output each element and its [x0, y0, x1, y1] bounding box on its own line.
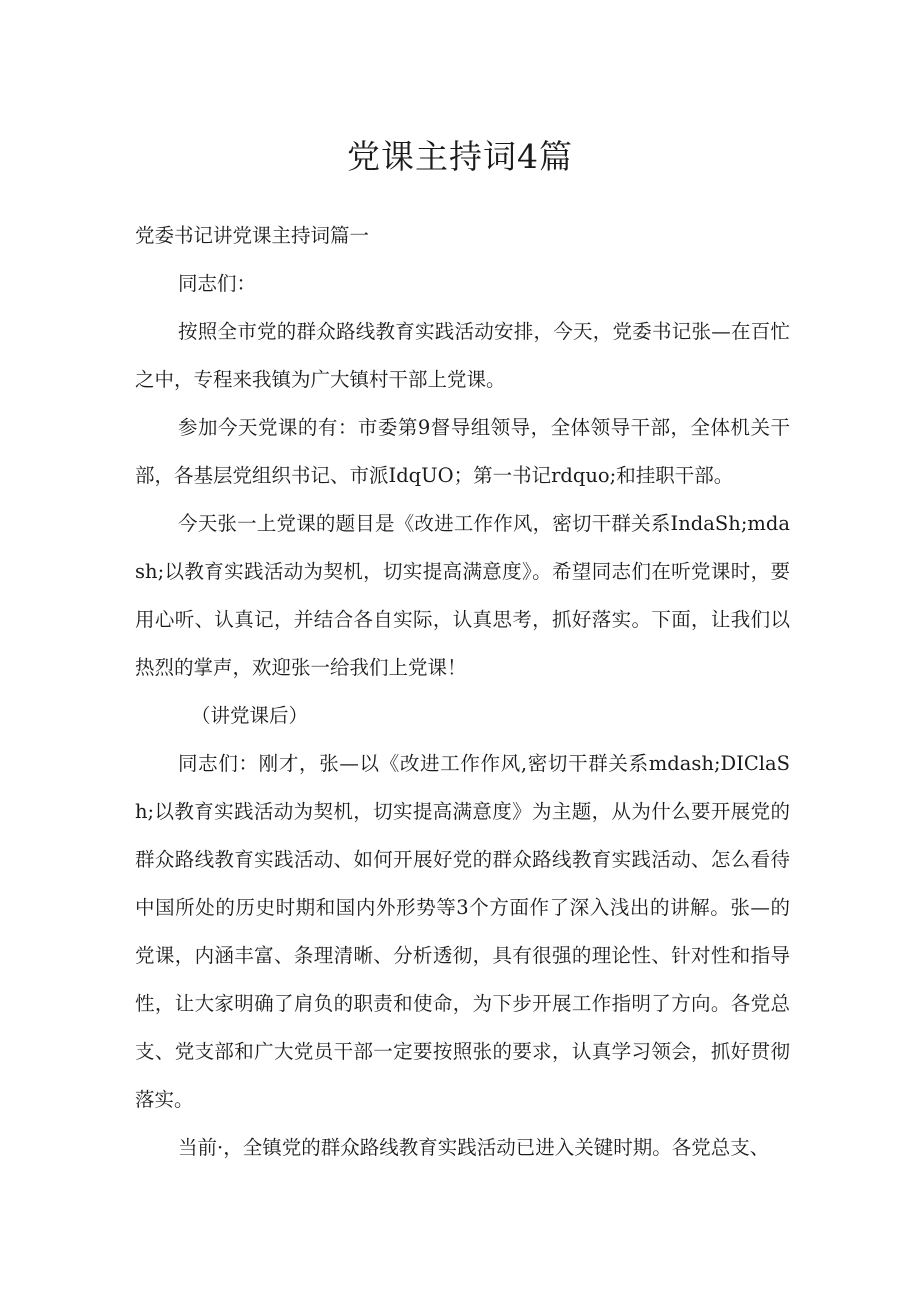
paragraph-greeting: 同志们： [178, 272, 257, 295]
document-title: 党课主持词4篇 [347, 137, 573, 176]
paragraph-summary: 同志们：刚才，张—以《改进工作作风,密切干群关系mdash;DIClaSh;以教育实践活动为契机，切实提高满意度》为主题，从为什么要开展党的群众路线教育实践活动、如何开展好党的群众路线教育实践活动、怎么看待中国所处的历史时期和国内外形势等3个方面作了深入浅出的讲解。张—的党课，内涵丰富、条理清晰、分析透彻，具有很强的理论性、针对性和指导性，让大家明确了肩负的职责和使命，为下步开展工作指明了方向。各党总支、党支部和广大党员干部一定要按照张的要求，认真学习领会，抓好贯彻落实。 [135, 752, 790, 1111]
paragraph-current: 当前·，全镇党的群众路线教育实践活动已进入关键时期。各党总支、 [178, 1136, 770, 1159]
paragraph-topic: 今天张一上党课的题目是《改进工作作风，密切干群关系IndaSh;mdash;以教育实践活动为契机，切实提高满意度》。希望同志们在听党课时，要用心听、认真记，并结合各自实际，认真思考，抓好落实。下面，让我们以热烈的掌声，欢迎张一给我们上党课！ [135, 512, 790, 679]
paragraph-intro: 按照全市党的群众路线教育实践活动安排，今天，党委书记张—在百忙之中，专程来我镇为广大镇村干部上党课。 [135, 320, 790, 391]
section-heading: 党委书记讲党课主持词篇一 [135, 224, 370, 247]
paragraph-after-lecture: （讲党课后） [191, 704, 309, 727]
paragraph-attendees: 参加今天党课的有：市委第9督导组领导，全体领导干部，全体机关干部，各基层党组织书记、市派IdqUO；第一书记rdquo;和挂职干部。 [135, 416, 790, 487]
